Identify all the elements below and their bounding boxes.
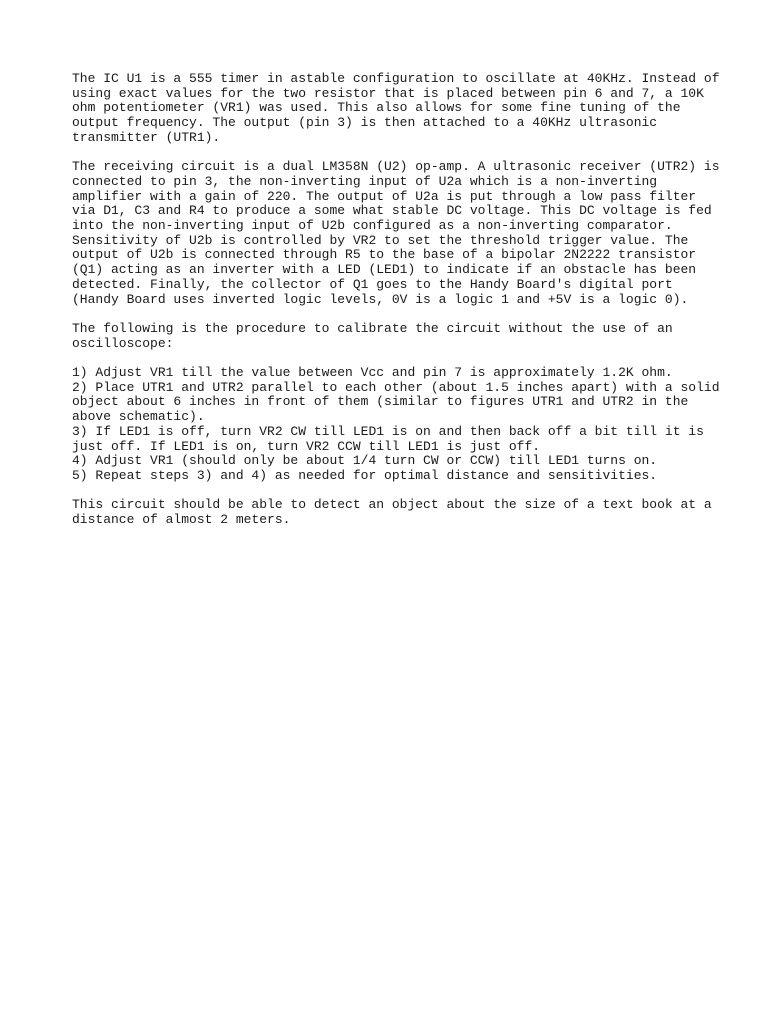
calibration-intro-paragraph: The following is the procedure to calibrate the circuit without the use of an oscilloscope: xyxy=(72,320,673,351)
calibration-step-2: 2) Place UTR1 and UTR2 parallel to each other (about 1.5 inches apart) with a solid object about 6 inches in front of them (similar to figures UTR1 and UTR2 in the above schematic). xyxy=(72,379,720,425)
transmitter-paragraph: The IC U1 is a 555 timer in astable configuration to oscillate at 40KHz. Instead of using exact values for the two resistor that is placed between pin 6 and 7, a 10K ohm potentiometer (VR1) was used. This also allows for some fine tuning of the output frequency. The output (pin 3) is then attached to a 40KHz ultrasonic transmitter (UTR1). xyxy=(72,71,720,145)
calibration-step-1: 1) Adjust VR1 till the value between Vcc and pin 7 is approximately 1.2K ohm. xyxy=(72,365,673,381)
calibration-step-3: 3) If LED1 is off, turn VR2 CW till LED1 is on and then back off a bit till it is just off. If LED1 is on, turn VR2 CCW till LED1 is just off. xyxy=(72,423,704,454)
calibration-step-5: 5) Repeat steps 3) and 4) as needed for optimal distance and sensitivities. xyxy=(72,467,658,483)
calibration-steps-list xyxy=(72,365,720,484)
document-page xyxy=(72,71,720,542)
receiver-paragraph: The receiving circuit is a dual LM358N (U2) op-amp. A ultrasonic receiver (UTR2) is connected to pin 3, the non-inverting input of U2a which is a non-inverting amplifier with a gain of 220. The output of U2a is put through a low pass filter via D1, C3 and R4 to produce a some what stable DC voltage. This DC voltage is fed into the non-inverting input of U2b configured as a non-inverting comparator. Sensitivity of U2b is controlled by VR2 to set the threshold trigger value. The output of U2b is connected through R5 to the base of a bipolar 2N2222 transistor (Q1) acting as an inverter with a LED (LED1) to indicate if an obstacle has been detected. Finally, the collector of Q1 goes to the Handy Board's digital port (Handy Board uses inverted logic levels, 0V is a logic 1 and +5V is a logic 0). xyxy=(72,159,720,307)
calibration-step-4: 4) Adjust VR1 (should only be about 1/4 turn CW or CCW) till LED1 turns on. xyxy=(72,453,658,469)
detection-range-paragraph: This circuit should be able to detect an object about the size of a text book at a distance of almost 2 meters. xyxy=(72,497,712,528)
